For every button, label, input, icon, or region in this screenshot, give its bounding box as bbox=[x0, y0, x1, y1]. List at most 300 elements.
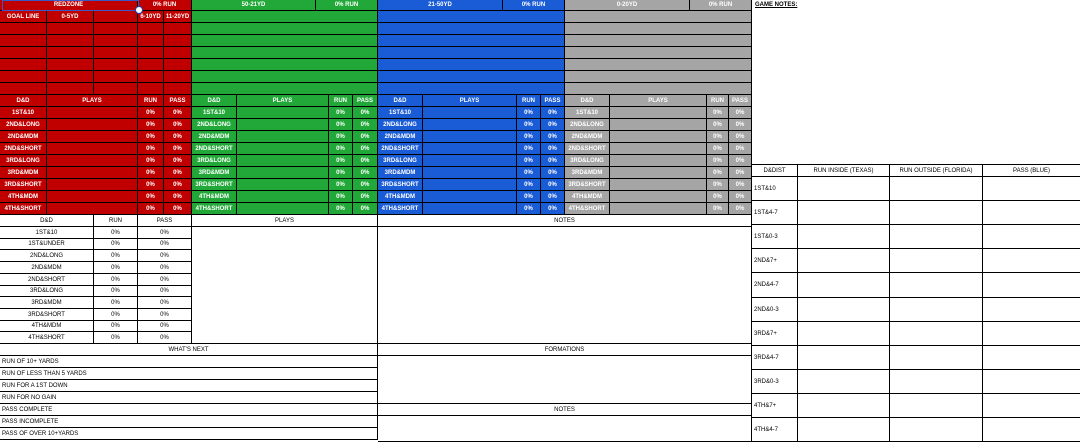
notes-header[interactable]: NOTES bbox=[378, 215, 752, 227]
section-row[interactable] bbox=[565, 59, 752, 71]
dd-run-pct[interactable]: 0% bbox=[707, 167, 729, 179]
dd-pass-pct[interactable]: 0% bbox=[353, 179, 378, 191]
dd-plays-cell[interactable] bbox=[423, 179, 517, 191]
dist-label[interactable]: 4TH&7+ bbox=[752, 394, 798, 418]
summary-dd[interactable]: 1ST&UNDER bbox=[0, 239, 94, 250]
dd-plays-cell[interactable] bbox=[610, 179, 707, 191]
redzone-cell[interactable] bbox=[0, 71, 47, 83]
notes2-area[interactable] bbox=[378, 416, 752, 442]
dd-run-pct[interactable]: 0% bbox=[329, 203, 353, 215]
dd-plays-cell[interactable] bbox=[610, 107, 707, 119]
redzone-cell[interactable] bbox=[0, 59, 47, 71]
dist-cell[interactable] bbox=[890, 370, 983, 394]
dist-cell[interactable] bbox=[983, 370, 1080, 394]
summary-pass[interactable]: 0% bbox=[138, 321, 192, 332]
dd-header[interactable]: D&D bbox=[378, 95, 423, 107]
dd-label[interactable]: 1ST&10 bbox=[378, 107, 423, 119]
dd-run-pct[interactable]: 0% bbox=[138, 155, 164, 167]
dd-header[interactable]: PLAYS bbox=[237, 95, 329, 107]
summary-run[interactable]: 0% bbox=[94, 321, 138, 332]
section-row[interactable] bbox=[378, 83, 565, 95]
dist-cell[interactable] bbox=[890, 201, 983, 225]
summary-header[interactable]: D&D bbox=[0, 215, 94, 227]
dd-plays-cell[interactable] bbox=[237, 167, 329, 179]
dist-cell[interactable] bbox=[983, 201, 1080, 225]
summary-pass[interactable]: 0% bbox=[138, 250, 192, 262]
dist-cell[interactable] bbox=[890, 418, 983, 442]
dd-label[interactable]: 3RD&LONG bbox=[565, 155, 610, 167]
redzone-cell[interactable] bbox=[0, 47, 47, 59]
dist-label[interactable]: 3RD&4-7 bbox=[752, 346, 798, 370]
dd-pass-pct[interactable]: 0% bbox=[729, 155, 752, 167]
summary-run[interactable]: 0% bbox=[94, 297, 138, 309]
dd-label[interactable]: 4TH&MDM bbox=[0, 191, 47, 203]
dd-pass-pct[interactable]: 0% bbox=[729, 179, 752, 191]
dd-header[interactable]: D&D bbox=[565, 95, 610, 107]
dd-plays-cell[interactable] bbox=[47, 167, 138, 179]
summary-pass[interactable]: 0% bbox=[138, 297, 192, 309]
section-row[interactable] bbox=[565, 71, 752, 83]
dd-label[interactable]: 3RD&MDM bbox=[192, 167, 237, 179]
dist-label[interactable]: 3RD&7+ bbox=[752, 322, 798, 346]
summary-dd[interactable]: 4TH&MDM bbox=[0, 321, 94, 332]
dd-plays-cell[interactable] bbox=[610, 131, 707, 143]
summary-dd[interactable]: 2ND&SHORT bbox=[0, 274, 94, 286]
dd-plays-cell[interactable] bbox=[47, 191, 138, 203]
dd-label[interactable]: 3RD&LONG bbox=[0, 155, 47, 167]
dd-header[interactable]: PLAYS bbox=[423, 95, 517, 107]
dd-plays-cell[interactable] bbox=[423, 203, 517, 215]
game-notes-area[interactable] bbox=[752, 0, 1080, 165]
dd-label[interactable]: 4TH&MDM bbox=[565, 191, 610, 203]
dd-run-pct[interactable]: 0% bbox=[329, 131, 353, 143]
dd-label[interactable]: 2ND&MDM bbox=[378, 131, 423, 143]
summary-pass[interactable]: 0% bbox=[138, 309, 192, 321]
dist-cell[interactable] bbox=[798, 322, 890, 346]
dist-cell[interactable] bbox=[798, 418, 890, 442]
dd-run-pct[interactable]: 0% bbox=[138, 191, 164, 203]
dist-cell[interactable] bbox=[890, 394, 983, 418]
redzone-cell[interactable] bbox=[0, 23, 47, 35]
dist-cell[interactable] bbox=[798, 346, 890, 370]
summary-pass[interactable]: 0% bbox=[138, 262, 192, 274]
dd-run-pct[interactable]: 0% bbox=[707, 191, 729, 203]
dd-label[interactable]: 1ST&10 bbox=[0, 107, 47, 119]
dd-pass-pct[interactable]: 0% bbox=[541, 143, 565, 155]
formations-area[interactable] bbox=[378, 356, 752, 404]
dd-label[interactable]: 3RD&LONG bbox=[378, 155, 423, 167]
dd-run-pct[interactable]: 0% bbox=[517, 203, 541, 215]
dd-run-pct[interactable]: 0% bbox=[707, 107, 729, 119]
dd-plays-cell[interactable] bbox=[47, 119, 138, 131]
dd-label[interactable]: 1ST&10 bbox=[565, 107, 610, 119]
dist-cell[interactable] bbox=[798, 201, 890, 225]
dist-cell[interactable] bbox=[890, 249, 983, 273]
dd-label[interactable]: 2ND&SHORT bbox=[0, 143, 47, 155]
redzone-subheader[interactable]: 11-20YD bbox=[164, 11, 192, 23]
section-run-pct[interactable]: 0% RUN bbox=[138, 0, 192, 11]
whats-next-item[interactable]: RUN FOR A 1ST DOWN bbox=[0, 380, 378, 392]
dd-run-pct[interactable]: 0% bbox=[138, 143, 164, 155]
summary-dd[interactable]: 3RD&MDM bbox=[0, 297, 94, 309]
notes2-header[interactable]: NOTES bbox=[378, 404, 752, 416]
redzone-cell[interactable] bbox=[138, 71, 164, 83]
dd-run-pct[interactable]: 0% bbox=[707, 143, 729, 155]
redzone-cell[interactable] bbox=[138, 35, 164, 47]
dist-label[interactable]: 2ND&7+ bbox=[752, 249, 798, 273]
plays-area[interactable] bbox=[192, 227, 378, 344]
dist-label[interactable]: 3RD&0-3 bbox=[752, 370, 798, 394]
summary-dd[interactable]: 2ND&MDM bbox=[0, 262, 94, 274]
section-row[interactable] bbox=[565, 47, 752, 59]
dd-run-pct[interactable]: 0% bbox=[138, 203, 164, 215]
dd-run-pct[interactable]: 0% bbox=[707, 119, 729, 131]
dist-header[interactable]: RUN OUTSIDE (FLORIDA) bbox=[890, 165, 983, 177]
dd-label[interactable]: 2ND&SHORT bbox=[378, 143, 423, 155]
dd-header[interactable]: PASS bbox=[729, 95, 752, 107]
section-row[interactable] bbox=[192, 59, 378, 71]
dd-run-pct[interactable]: 0% bbox=[329, 191, 353, 203]
dist-label[interactable]: 1ST&4-7 bbox=[752, 201, 798, 225]
dd-pass-pct[interactable]: 0% bbox=[729, 107, 752, 119]
dd-label[interactable]: 1ST&10 bbox=[192, 107, 237, 119]
summary-pass[interactable]: 0% bbox=[138, 332, 192, 344]
dd-label[interactable]: 3RD&SHORT bbox=[192, 179, 237, 191]
dd-run-pct[interactable]: 0% bbox=[517, 107, 541, 119]
dd-plays-cell[interactable] bbox=[610, 191, 707, 203]
redzone-subheader[interactable]: 6-10YD bbox=[138, 11, 164, 23]
dd-run-pct[interactable]: 0% bbox=[707, 179, 729, 191]
dist-cell[interactable] bbox=[983, 346, 1080, 370]
dd-run-pct[interactable]: 0% bbox=[517, 119, 541, 131]
dd-plays-cell[interactable] bbox=[237, 131, 329, 143]
section-row[interactable] bbox=[565, 11, 752, 23]
dd-plays-cell[interactable] bbox=[610, 119, 707, 131]
section-row[interactable] bbox=[192, 35, 378, 47]
dd-plays-cell[interactable] bbox=[47, 203, 138, 215]
dd-run-pct[interactable]: 0% bbox=[138, 107, 164, 119]
dd-run-pct[interactable]: 0% bbox=[329, 119, 353, 131]
dd-run-pct[interactable]: 0% bbox=[329, 143, 353, 155]
section-row[interactable] bbox=[378, 71, 565, 83]
dd-pass-pct[interactable]: 0% bbox=[729, 203, 752, 215]
dd-label[interactable]: 2ND&SHORT bbox=[192, 143, 237, 155]
dd-run-pct[interactable]: 0% bbox=[138, 119, 164, 131]
section-row[interactable] bbox=[565, 23, 752, 35]
section-row[interactable] bbox=[192, 11, 378, 23]
dd-header[interactable]: RUN bbox=[138, 95, 164, 107]
dd-label[interactable]: 2ND&MDM bbox=[0, 131, 47, 143]
dd-plays-cell[interactable] bbox=[610, 155, 707, 167]
dd-plays-cell[interactable] bbox=[47, 131, 138, 143]
dd-plays-cell[interactable] bbox=[237, 191, 329, 203]
dd-run-pct[interactable]: 0% bbox=[517, 131, 541, 143]
whats-next-item[interactable]: PASS COMPLETE bbox=[0, 404, 378, 416]
dd-plays-cell[interactable] bbox=[237, 179, 329, 191]
dd-label[interactable]: 4TH&MDM bbox=[192, 191, 237, 203]
section-run-pct[interactable]: 0% RUN bbox=[690, 0, 752, 11]
dd-pass-pct[interactable]: 0% bbox=[353, 203, 378, 215]
redzone-cell[interactable] bbox=[164, 35, 192, 47]
section-row[interactable] bbox=[378, 59, 565, 71]
dd-pass-pct[interactable]: 0% bbox=[353, 131, 378, 143]
dist-cell[interactable] bbox=[798, 394, 890, 418]
redzone-cell[interactable] bbox=[94, 23, 138, 35]
section-title[interactable]: 50-21YD bbox=[192, 0, 316, 11]
dist-cell[interactable] bbox=[798, 370, 890, 394]
plays-header[interactable]: PLAYS bbox=[192, 215, 378, 227]
summary-header[interactable]: PASS bbox=[138, 215, 192, 227]
section-row[interactable] bbox=[565, 83, 752, 95]
section-title[interactable]: 21-50YD bbox=[378, 0, 503, 11]
dd-label[interactable]: 4TH&SHORT bbox=[0, 203, 47, 215]
dd-label[interactable]: 3RD&SHORT bbox=[378, 179, 423, 191]
dd-label[interactable]: 3RD&SHORT bbox=[0, 179, 47, 191]
dist-header[interactable]: PASS (BLUE) bbox=[983, 165, 1080, 177]
dd-plays-cell[interactable] bbox=[423, 167, 517, 179]
dd-run-pct[interactable]: 0% bbox=[707, 131, 729, 143]
dist-cell[interactable] bbox=[983, 298, 1080, 322]
summary-pass[interactable]: 0% bbox=[138, 239, 192, 250]
dd-label[interactable]: 3RD&LONG bbox=[192, 155, 237, 167]
dd-plays-cell[interactable] bbox=[47, 155, 138, 167]
summary-header[interactable]: RUN bbox=[94, 215, 138, 227]
dd-label[interactable]: 3RD&MDM bbox=[0, 167, 47, 179]
dd-pass-pct[interactable]: 0% bbox=[353, 155, 378, 167]
redzone-cell[interactable] bbox=[47, 71, 94, 83]
redzone-cell[interactable] bbox=[0, 83, 47, 95]
dd-pass-pct[interactable]: 0% bbox=[729, 119, 752, 131]
dd-pass-pct[interactable]: 0% bbox=[541, 131, 565, 143]
dd-pass-pct[interactable]: 0% bbox=[541, 167, 565, 179]
section-row[interactable] bbox=[192, 47, 378, 59]
redzone-cell[interactable] bbox=[164, 47, 192, 59]
dist-cell[interactable] bbox=[798, 225, 890, 249]
redzone-cell[interactable] bbox=[138, 83, 164, 95]
redzone-cell[interactable] bbox=[138, 23, 164, 35]
dd-plays-cell[interactable] bbox=[610, 167, 707, 179]
redzone-cell[interactable] bbox=[94, 59, 138, 71]
dd-run-pct[interactable]: 0% bbox=[329, 179, 353, 191]
dd-pass-pct[interactable]: 0% bbox=[541, 155, 565, 167]
dd-run-pct[interactable]: 0% bbox=[517, 179, 541, 191]
dist-cell[interactable] bbox=[798, 298, 890, 322]
section-row[interactable] bbox=[192, 83, 378, 95]
dd-run-pct[interactable]: 0% bbox=[138, 167, 164, 179]
dd-plays-cell[interactable] bbox=[47, 179, 138, 191]
dd-run-pct[interactable]: 0% bbox=[707, 203, 729, 215]
dist-cell[interactable] bbox=[983, 394, 1080, 418]
dd-pass-pct[interactable]: 0% bbox=[353, 167, 378, 179]
redzone-subheader[interactable]: GOAL LINE bbox=[0, 11, 47, 23]
summary-dd[interactable]: 3RD&LONG bbox=[0, 286, 94, 297]
dd-pass-pct[interactable]: 0% bbox=[729, 143, 752, 155]
dist-cell[interactable] bbox=[890, 322, 983, 346]
whats-next-item[interactable]: RUN OF 10+ YARDS bbox=[0, 356, 378, 368]
dd-plays-cell[interactable] bbox=[237, 143, 329, 155]
dd-header[interactable]: D&D bbox=[192, 95, 237, 107]
redzone-cell[interactable] bbox=[164, 59, 192, 71]
dist-cell[interactable] bbox=[798, 273, 890, 298]
dist-cell[interactable] bbox=[798, 177, 890, 201]
dd-pass-pct[interactable]: 0% bbox=[541, 179, 565, 191]
dd-run-pct[interactable]: 0% bbox=[517, 167, 541, 179]
dd-run-pct[interactable]: 0% bbox=[138, 131, 164, 143]
dd-header[interactable]: RUN bbox=[707, 95, 729, 107]
dd-label[interactable]: 4TH&SHORT bbox=[565, 203, 610, 215]
redzone-cell[interactable] bbox=[164, 83, 192, 95]
dd-pass-pct[interactable]: 0% bbox=[353, 119, 378, 131]
dd-pass-pct[interactable]: 0% bbox=[164, 107, 192, 119]
dist-cell[interactable] bbox=[890, 273, 983, 298]
dd-run-pct[interactable]: 0% bbox=[329, 155, 353, 167]
dd-pass-pct[interactable]: 0% bbox=[541, 191, 565, 203]
dd-pass-pct[interactable]: 0% bbox=[729, 131, 752, 143]
dd-label[interactable]: 3RD&MDM bbox=[565, 167, 610, 179]
dd-header[interactable]: RUN bbox=[517, 95, 541, 107]
section-row[interactable] bbox=[192, 23, 378, 35]
dd-plays-cell[interactable] bbox=[423, 143, 517, 155]
section-row[interactable] bbox=[378, 23, 565, 35]
redzone-cell[interactable] bbox=[94, 83, 138, 95]
dd-label[interactable]: 3RD&SHORT bbox=[565, 179, 610, 191]
dd-label[interactable]: 2ND&SHORT bbox=[565, 143, 610, 155]
summary-run[interactable]: 0% bbox=[94, 286, 138, 297]
dd-plays-cell[interactable] bbox=[237, 119, 329, 131]
summary-run[interactable]: 0% bbox=[94, 262, 138, 274]
dd-pass-pct[interactable]: 0% bbox=[164, 119, 192, 131]
dist-cell[interactable] bbox=[890, 225, 983, 249]
section-row[interactable] bbox=[565, 35, 752, 47]
formations-header[interactable]: FORMATIONS bbox=[378, 344, 752, 356]
dist-header[interactable]: D&DIST bbox=[752, 165, 798, 177]
dd-plays-cell[interactable] bbox=[237, 107, 329, 119]
dd-label[interactable]: 2ND&LONG bbox=[565, 119, 610, 131]
dd-plays-cell[interactable] bbox=[423, 191, 517, 203]
dd-label[interactable]: 4TH&SHORT bbox=[192, 203, 237, 215]
dd-label[interactable]: 4TH&MDM bbox=[378, 191, 423, 203]
dd-plays-cell[interactable] bbox=[423, 131, 517, 143]
dd-plays-cell[interactable] bbox=[423, 119, 517, 131]
dist-cell[interactable] bbox=[983, 225, 1080, 249]
dist-cell[interactable] bbox=[890, 177, 983, 201]
selection-handle[interactable] bbox=[135, 6, 143, 14]
section-row[interactable] bbox=[378, 11, 565, 23]
dist-cell[interactable] bbox=[983, 273, 1080, 298]
dd-plays-cell[interactable] bbox=[423, 155, 517, 167]
dd-pass-pct[interactable]: 0% bbox=[164, 155, 192, 167]
redzone-cell[interactable] bbox=[0, 35, 47, 47]
dd-header[interactable]: PLAYS bbox=[610, 95, 707, 107]
whats-next-header[interactable]: WHAT'S NEXT bbox=[0, 344, 378, 356]
dd-label[interactable]: 4TH&SHORT bbox=[378, 203, 423, 215]
section-row[interactable] bbox=[378, 35, 565, 47]
dd-pass-pct[interactable]: 0% bbox=[164, 143, 192, 155]
dd-pass-pct[interactable]: 0% bbox=[729, 191, 752, 203]
summary-dd[interactable]: 2ND&LONG bbox=[0, 250, 94, 262]
whats-next-item[interactable]: PASS INCOMPLETE bbox=[0, 416, 378, 428]
summary-pass[interactable]: 0% bbox=[138, 286, 192, 297]
dd-pass-pct[interactable]: 0% bbox=[353, 143, 378, 155]
dd-pass-pct[interactable]: 0% bbox=[541, 107, 565, 119]
redzone-cell[interactable] bbox=[94, 71, 138, 83]
dd-plays-cell[interactable] bbox=[610, 143, 707, 155]
dd-pass-pct[interactable]: 0% bbox=[164, 131, 192, 143]
dd-header[interactable]: PASS bbox=[541, 95, 565, 107]
redzone-cell[interactable] bbox=[164, 71, 192, 83]
dist-cell[interactable] bbox=[798, 249, 890, 273]
section-row[interactable] bbox=[378, 47, 565, 59]
dd-pass-pct[interactable]: 0% bbox=[164, 167, 192, 179]
summary-run[interactable]: 0% bbox=[94, 309, 138, 321]
redzone-cell[interactable] bbox=[47, 35, 94, 47]
dist-cell[interactable] bbox=[890, 298, 983, 322]
redzone-cell[interactable] bbox=[94, 47, 138, 59]
dist-label[interactable]: 2ND&4-7 bbox=[752, 273, 798, 298]
redzone-cell[interactable] bbox=[138, 59, 164, 71]
section-run-pct[interactable]: 0% RUN bbox=[503, 0, 565, 11]
dd-header[interactable]: PASS bbox=[353, 95, 378, 107]
summary-pass[interactable]: 0% bbox=[138, 227, 192, 239]
redzone-cell[interactable] bbox=[164, 23, 192, 35]
dd-run-pct[interactable]: 0% bbox=[138, 179, 164, 191]
dd-pass-pct[interactable]: 0% bbox=[164, 203, 192, 215]
redzone-subheader[interactable]: 0-5YD bbox=[47, 11, 94, 23]
dd-header[interactable]: PLAYS bbox=[47, 95, 138, 107]
dd-plays-cell[interactable] bbox=[610, 203, 707, 215]
summary-dd[interactable]: 3RD&SHORT bbox=[0, 309, 94, 321]
dd-plays-cell[interactable] bbox=[237, 155, 329, 167]
redzone-cell[interactable] bbox=[94, 35, 138, 47]
redzone-cell[interactable] bbox=[47, 23, 94, 35]
dd-pass-pct[interactable]: 0% bbox=[353, 191, 378, 203]
dd-label[interactable]: 3RD&MDM bbox=[378, 167, 423, 179]
summary-run[interactable]: 0% bbox=[94, 250, 138, 262]
dd-pass-pct[interactable]: 0% bbox=[353, 107, 378, 119]
dist-label[interactable]: 4TH&4-7 bbox=[752, 418, 798, 442]
whats-next-item[interactable]: PASS OF OVER 10+YARDS bbox=[0, 428, 378, 440]
dd-run-pct[interactable]: 0% bbox=[517, 143, 541, 155]
dd-header[interactable]: PASS bbox=[164, 95, 192, 107]
dd-run-pct[interactable]: 0% bbox=[517, 191, 541, 203]
dd-plays-cell[interactable] bbox=[47, 143, 138, 155]
dd-run-pct[interactable]: 0% bbox=[707, 155, 729, 167]
dd-plays-cell[interactable] bbox=[423, 107, 517, 119]
section-title[interactable]: REDZONE bbox=[0, 0, 138, 11]
summary-dd[interactable]: 4TH&SHORT bbox=[0, 332, 94, 344]
section-row[interactable] bbox=[192, 71, 378, 83]
dist-header[interactable]: RUN INSIDE (TEXAS) bbox=[798, 165, 890, 177]
dd-run-pct[interactable]: 0% bbox=[329, 107, 353, 119]
dd-plays-cell[interactable] bbox=[47, 107, 138, 119]
dist-label[interactable]: 1ST&0-3 bbox=[752, 225, 798, 249]
dd-label[interactable]: 2ND&LONG bbox=[0, 119, 47, 131]
dd-pass-pct[interactable]: 0% bbox=[729, 167, 752, 179]
summary-run[interactable]: 0% bbox=[94, 332, 138, 344]
dd-label[interactable]: 2ND&LONG bbox=[378, 119, 423, 131]
dd-pass-pct[interactable]: 0% bbox=[164, 191, 192, 203]
dist-cell[interactable] bbox=[890, 346, 983, 370]
dd-pass-pct[interactable]: 0% bbox=[164, 179, 192, 191]
dd-pass-pct[interactable]: 0% bbox=[541, 119, 565, 131]
dd-header[interactable]: RUN bbox=[329, 95, 353, 107]
redzone-cell[interactable] bbox=[47, 47, 94, 59]
whats-next-item[interactable]: RUN OF LESS THAN 5 YARDS bbox=[0, 368, 378, 380]
summary-run[interactable]: 0% bbox=[94, 227, 138, 239]
dd-header[interactable]: D&D bbox=[0, 95, 47, 107]
dd-label[interactable]: 2ND&MDM bbox=[192, 131, 237, 143]
dd-label[interactable]: 2ND&MDM bbox=[565, 131, 610, 143]
